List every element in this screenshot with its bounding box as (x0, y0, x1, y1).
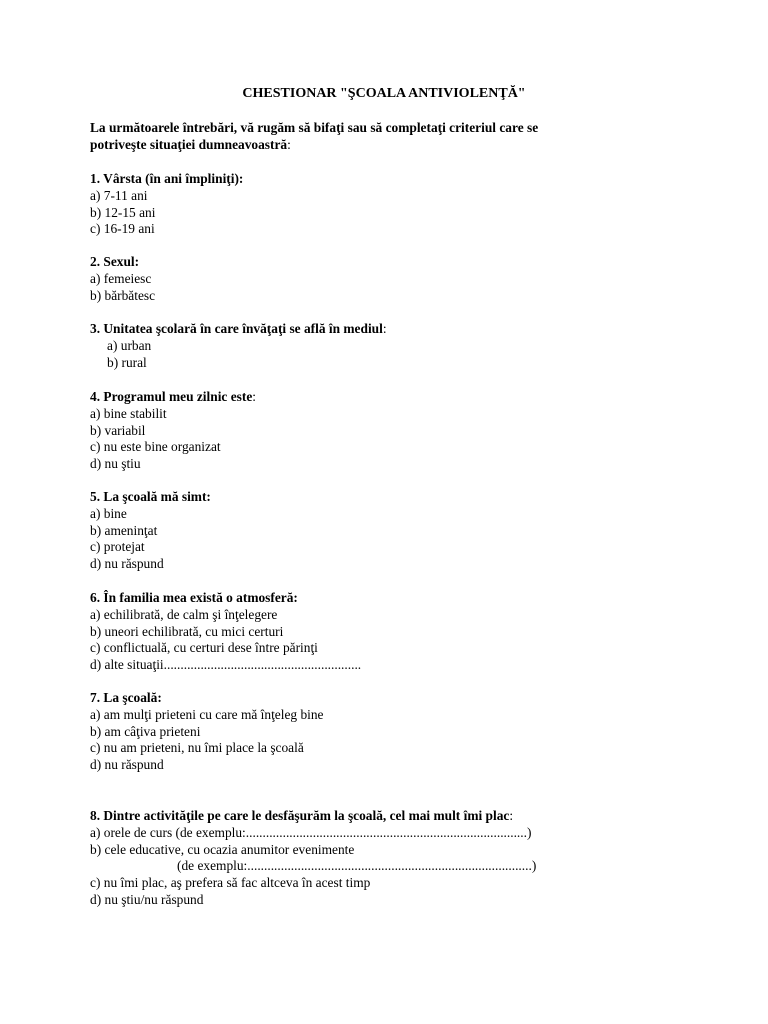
question-7-title (90, 690, 690, 707)
option-1a[interactable]: a) 7-11 ani (90, 187, 148, 203)
intro-instructions (90, 120, 650, 154)
question-title-text: 8. Dintre activităţile pe care le desfăşurăm la şcoală, cel mai mult îmi plac (90, 808, 510, 823)
option-6d[interactable]: d) alte situaţii........................................................... (90, 657, 362, 673)
question-title-text: 7. La şcoală: (90, 690, 162, 705)
option-7c[interactable]: c) nu am prieteni, nu îmi place la şcoală (90, 740, 304, 756)
question-4 (90, 389, 690, 473)
question-title-tail: : (509, 808, 514, 823)
question-5 (90, 489, 690, 573)
question-3-title (90, 321, 690, 338)
intro-line-2 (90, 137, 650, 154)
option-7b[interactable]: b) am câţiva prieteni (90, 723, 201, 739)
question-2 (90, 254, 690, 304)
option-5b[interactable]: b) ameninţat (90, 522, 158, 538)
option-1b[interactable]: b) 12-15 ani (90, 204, 156, 220)
option-7a[interactable]: a) am mulţi prieteni cu care mă înţeleg bine (90, 706, 324, 722)
question-8-title (90, 808, 690, 825)
question-title-tail: : (252, 389, 256, 404)
option-6c[interactable]: c) conflictuală, cu certuri dese între părinţi (90, 640, 318, 656)
option-1c[interactable]: c) 16-19 ani (90, 221, 155, 237)
question-3 (90, 321, 690, 371)
option-4d[interactable]: d) nu ştiu (90, 456, 141, 472)
option-4c[interactable]: c) nu este bine organizat (90, 439, 221, 455)
document-title: CHESTIONAR "ŞCOALA ANTIVIOLENŢĂ" (242, 86, 526, 101)
option-8a[interactable]: a) orele de curs (de exemplu:....................................................................................) (90, 824, 532, 840)
question-5-title (90, 489, 690, 506)
option-8b[interactable]: b) cele educative, cu ocazia anumitor evenimente (90, 841, 355, 857)
option-2a[interactable]: a) femeiesc (90, 270, 152, 286)
option-6a[interactable]: a) echilibrată, de calm şi înţelegere (90, 606, 278, 622)
question-title-tail: : (382, 321, 387, 336)
option-8c[interactable]: c) nu îmi plac, aş prefera să fac altceva în acest timp (90, 875, 371, 891)
option-5a[interactable]: a) bine (90, 505, 127, 521)
intro-line-1: La următoarele întrebări, vă rugăm să bifaţi sau să completaţi criteriul care se (90, 120, 539, 135)
option-4a[interactable]: a) bine stabilit (90, 405, 167, 421)
question-title-text: 4. Programul meu zilnic este (90, 389, 253, 404)
question-title-text: 1. Vârsta (în ani împliniţi): (90, 171, 244, 186)
question-title-text: 6. În familia mea există o atmosferă: (90, 590, 298, 605)
question-title-text: 5. La şcoală mă simt: (90, 489, 211, 504)
question-2-title (90, 254, 690, 271)
question-1-title (90, 171, 690, 188)
question-4-title (90, 389, 690, 406)
intro-line-2-tail: : (287, 136, 291, 152)
question-title-text: 2. Sexul: (90, 254, 140, 269)
intro-line-2-text: potriveşte situaţiei dumneavoastră (90, 136, 288, 152)
option-8d[interactable]: d) nu ştiu/nu răspund (90, 891, 204, 907)
option-4b[interactable]: b) variabil (90, 422, 146, 438)
option-3a[interactable]: a) urban (107, 337, 152, 353)
question-6-title (90, 590, 690, 607)
question-8 (90, 808, 690, 909)
question-7 (90, 690, 690, 774)
option-2b[interactable]: b) bărbătesc (90, 287, 156, 303)
option-5d[interactable]: d) nu răspund (90, 556, 164, 572)
option-8b-example[interactable]: (de exemplu:.....................................................................................) (177, 858, 537, 874)
option-5c[interactable]: c) protejat (90, 539, 145, 555)
question-6 (90, 590, 690, 674)
question-title-text: 3. Unitatea şcolară în care învăţaţi se află în mediul (90, 321, 383, 336)
option-3b[interactable]: b) rural (107, 354, 147, 370)
option-7d[interactable]: d) nu răspund (90, 757, 164, 773)
option-6b[interactable]: b) uneori echilibrată, cu mici certuri (90, 623, 284, 639)
question-1 (90, 171, 690, 238)
